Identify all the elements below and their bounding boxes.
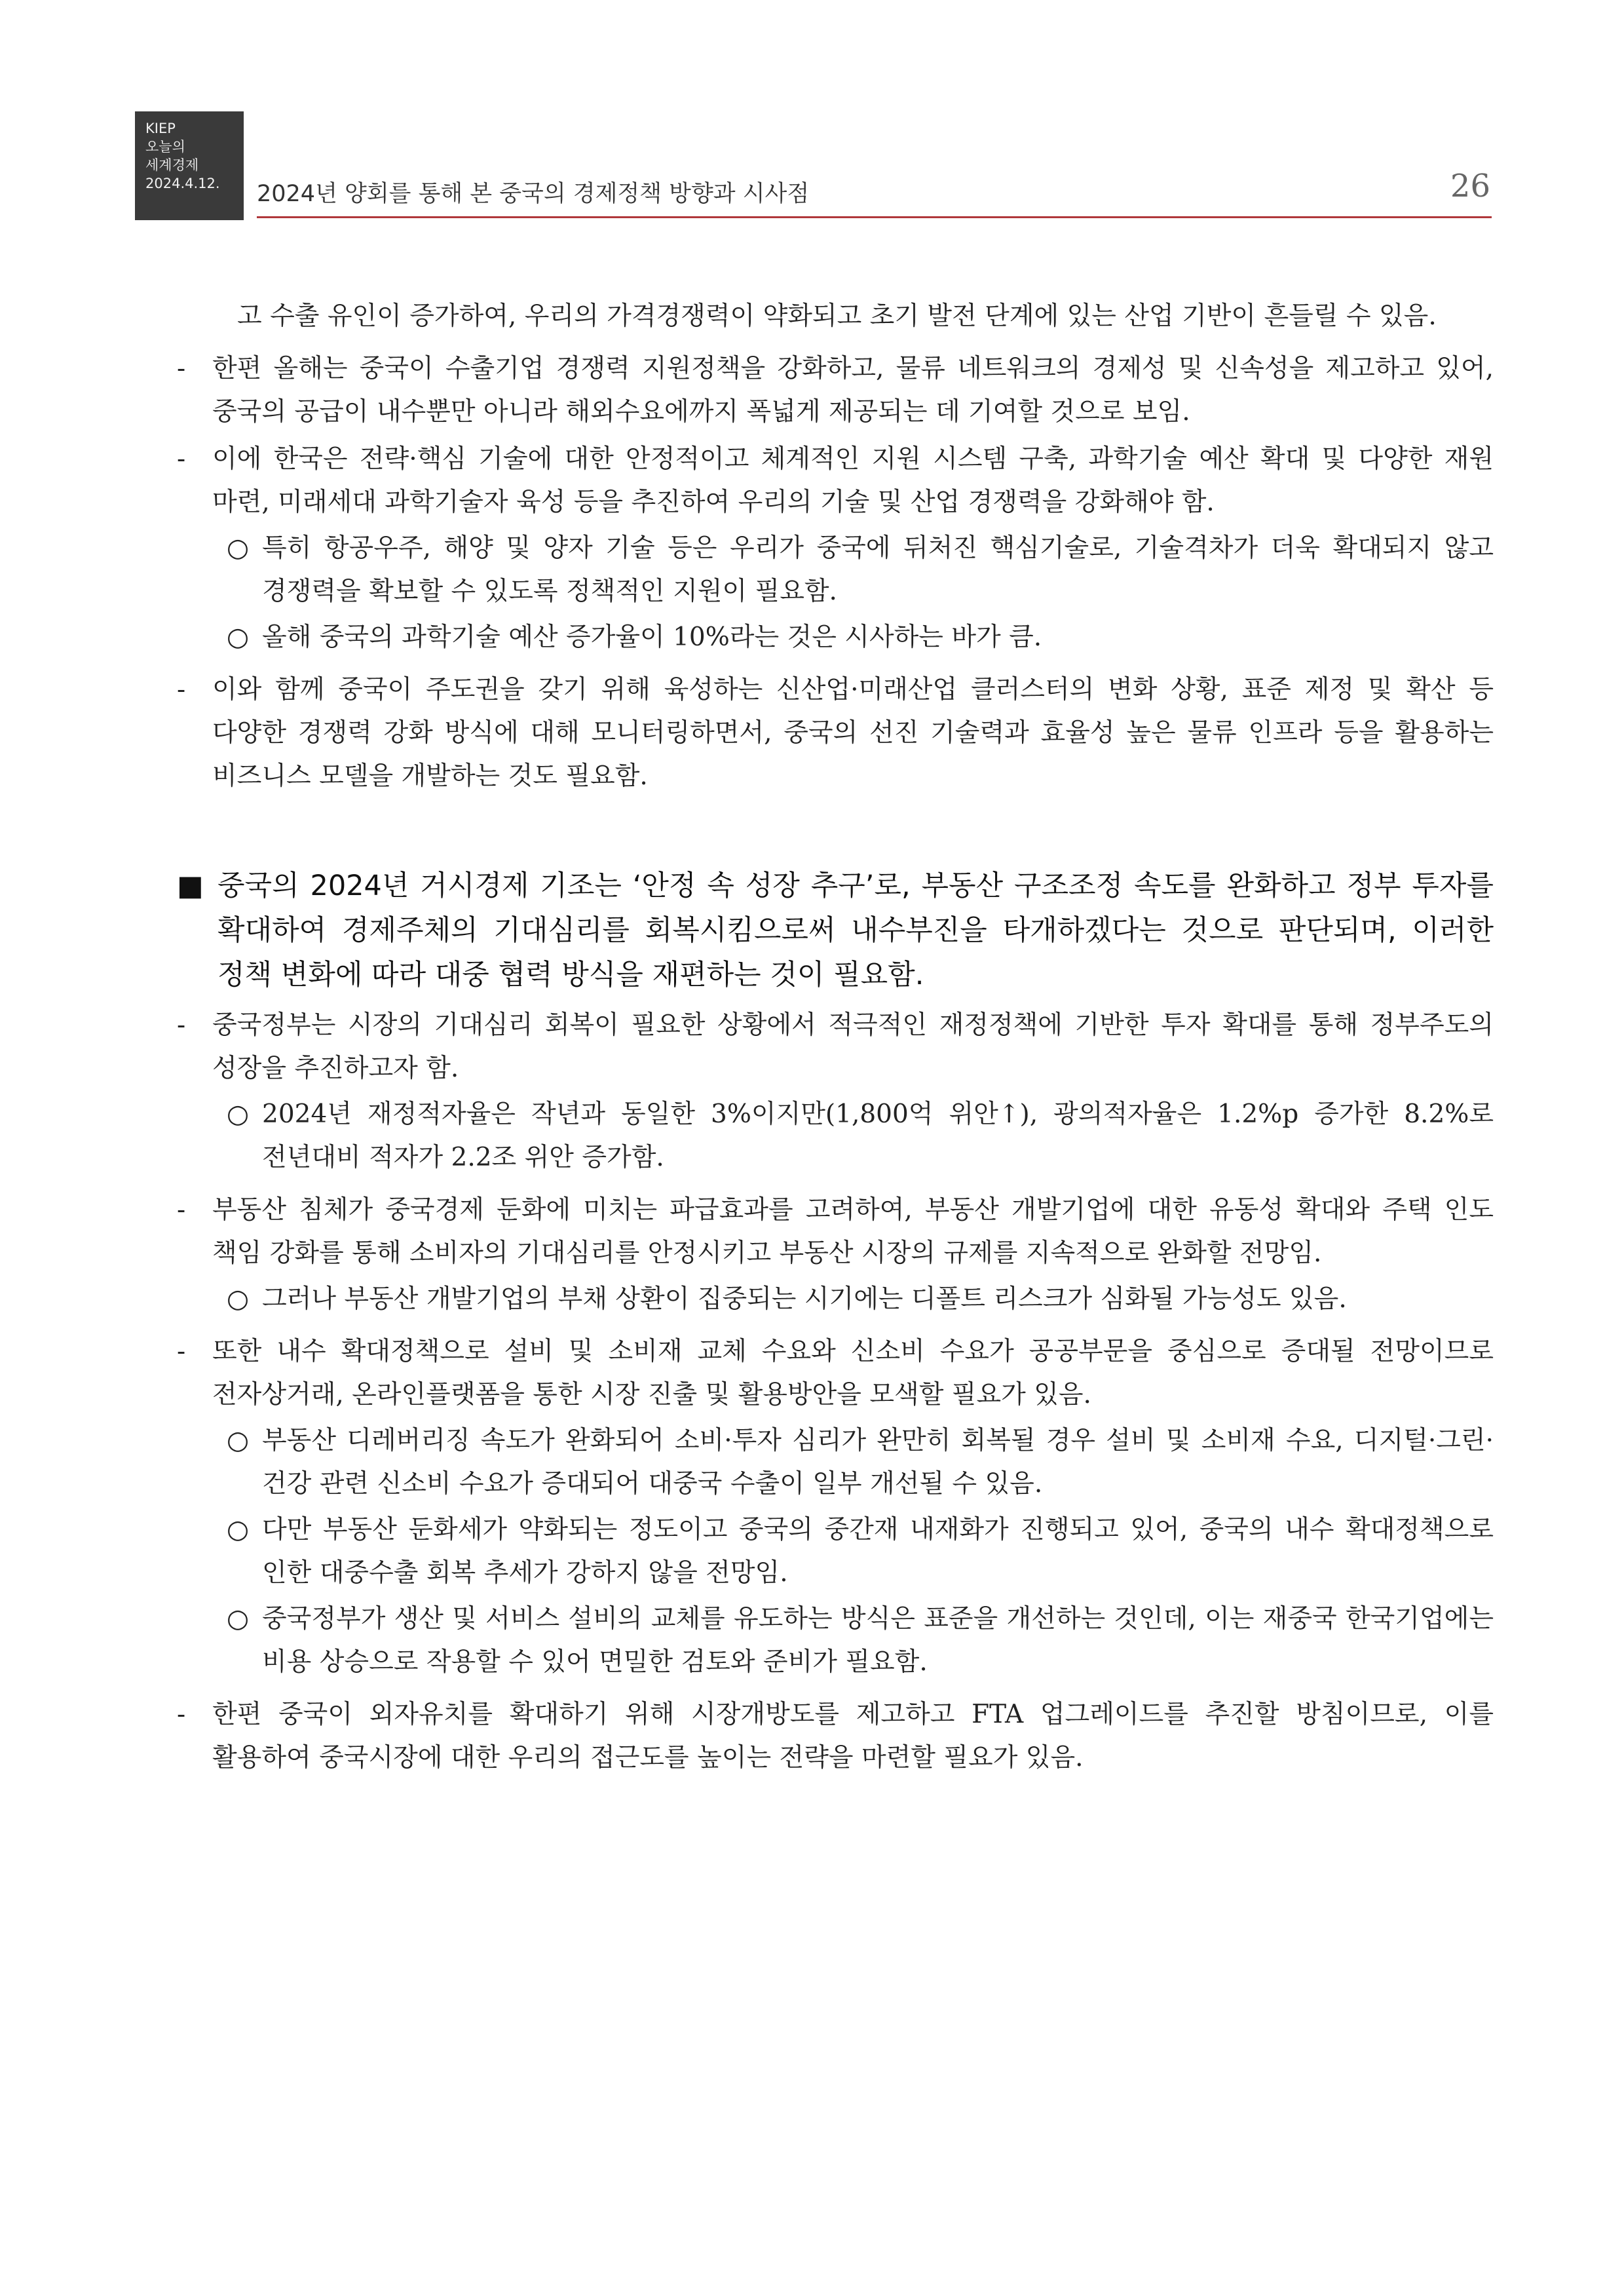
circle-item-text: 올해 중국의 과학기술 예산 증가율이 10%라는 것은 시사하는 바가 큼. bbox=[262, 622, 1042, 652]
circle-item-default-risk bbox=[202, 1278, 1494, 1321]
dash-item-text: 이와 함께 중국이 주도권을 갖기 위해 육성하는 신산업·미래산업 클러스터의 변화 상황, 표준 제정 및 확산 등 다양한 경쟁력 강화 방식에 대해 모니터링하면서, 중국의 선진 기술력과 효율성 높은 물류 인프라 등을 활용하는 비즈니스 모델을 개발하는 것도 필요함. bbox=[212, 675, 1494, 791]
square-bullet-icon: ■ bbox=[177, 870, 204, 902]
page-number: 26 bbox=[1450, 168, 1490, 204]
circle-item-deleveraging bbox=[202, 1419, 1494, 1506]
circle-item-science-budget bbox=[202, 616, 1494, 659]
dash-item-text: 한편 올해는 중국이 수출기업 경쟁력 지원정책을 강화하고, 물류 네트워크의 경제성 및 신속성을 제고하고 있어, 중국의 공급이 내수뿐만 아니라 해외수요에까지 폭넓게 제공되는 데 기여할 것으로 보임. bbox=[212, 354, 1494, 427]
dash-item-text: 부동산 침체가 중국경제 둔화에 미치는 파급효과를 고려하여, 부동산 개발기업에 대한 유동성 확대와 주택 인도 책임 강화를 통해 소비자의 기대심리를 안정시키고 부동산 시장의 규제를 지속적으로 완화할 전망임. bbox=[212, 1195, 1494, 1268]
badge-line-date: 2024.4.12. bbox=[145, 176, 220, 191]
dash-item-text: 또한 내수 확대정책으로 설비 및 소비재 교체 수요와 신소비 수요가 공공부문을 중심으로 증대될 전망이므로 전자상거래, 온라인플랫폼을 통한 시장 진출 및 활용방안을 모색할 필요가 있음. bbox=[212, 1337, 1494, 1409]
circle-item-text: 다만 부동산 둔화세가 약화되는 정도이고 중국의 중간재 내재화가 진행되고 있어, 중국의 내수 확대정책으로 인한 대중수출 회복 추세가 강하지 않을 전망임. bbox=[262, 1515, 1494, 1588]
document-body bbox=[177, 295, 1494, 1780]
dash-item-korea-tech bbox=[177, 438, 1494, 524]
dash-item-text: 중국정부는 시장의 기대심리 회복이 필요한 상황에서 적극적인 재정정책에 기반한 투자 확대를 통해 정부주도의 성장을 추진하고자 함. bbox=[212, 1010, 1494, 1083]
dash-item-real-estate bbox=[177, 1189, 1494, 1275]
dash-item-text: 한편 중국이 외자유치를 확대하기 위해 시장개방도를 제고하고 FTA 업그레이드를 추진할 방침이므로, 이를 활용하여 중국시장에 대한 우리의 접근도를 높이는 전략을 마련할 필요가 있음. bbox=[212, 1700, 1494, 1772]
dash-marker: - bbox=[177, 1195, 186, 1225]
badge-line-kiep: KIEP bbox=[145, 121, 176, 136]
dash-item-export-support bbox=[177, 347, 1494, 434]
circle-marker: ○ bbox=[227, 533, 250, 563]
dash-item-cluster-monitoring bbox=[177, 668, 1494, 798]
circle-marker: ○ bbox=[227, 1284, 250, 1314]
circle-item-text: 특히 항공우주, 해양 및 양자 기술 등은 우리가 중국에 뒤처진 핵심기술로, 기술격차가 더욱 확대되지 않고 경쟁력을 확보할 수 있도록 정책적인 지원이 필요함. bbox=[262, 533, 1494, 606]
circle-item-text: 2024년 재정적자율은 작년과 동일한 3%이지만(1,800억 위안↑), 광의적자율은 1.2%p 증가한 8.2%로 전년대비 적자가 2.2조 위안 증가함. bbox=[262, 1100, 1494, 1172]
circle-item-equipment-standards bbox=[202, 1598, 1494, 1684]
dash-marker: - bbox=[177, 1337, 186, 1366]
dash-marker: - bbox=[177, 444, 186, 474]
circle-item-text: 부동산 디레버리징 속도가 완화되어 소비·투자 심리가 완만히 회복될 경우 설비 및 소비재 수요, 디지털·그린·건강 관련 신소비 수요가 증대되어 대중국 수출이 일부 개선될 수 있음. bbox=[262, 1426, 1494, 1499]
dash-marker: - bbox=[177, 675, 186, 704]
circle-item-export-recovery bbox=[202, 1508, 1494, 1595]
circle-item-text: 중국정부가 생산 및 서비스 설비의 교체를 유도하는 방식은 표준을 개선하는 것인데, 이는 재중국 한국기업에는 비용 상승으로 작용할 수 있어 면밀한 검토와 준비가 필요함. bbox=[262, 1604, 1494, 1677]
paragraph-continuation: 고 수출 유인이 증가하여, 우리의 가격경쟁력이 약화되고 초기 발전 단계에 있는 산업 기반이 흔들릴 수 있음. bbox=[237, 301, 1437, 331]
dash-marker: - bbox=[177, 354, 186, 383]
badge-line-today: 오늘의 bbox=[145, 139, 185, 155]
dash-item-market-opening bbox=[177, 1693, 1494, 1780]
section-heading-text: 중국의 2024년 거시경제 기조는 ‘안정 속 성장 추구’로, 부동산 구조조정 속도를 완화하고 정부 투자를 확대하여 경제주체의 기대심리를 회복시킴으로써 내수부진을 타개하겠다는 것으로 판단되며, 이러한 정책 변화에 따라 대중 협력 방식을 재편하는 것이 필요함. bbox=[217, 870, 1494, 991]
circle-marker: ○ bbox=[227, 622, 250, 652]
dash-item-fiscal-policy bbox=[177, 1004, 1494, 1090]
section-heading bbox=[177, 864, 1494, 997]
circle-marker: ○ bbox=[227, 1515, 250, 1544]
badge-line-world-economy: 세계경제 bbox=[145, 157, 199, 173]
circle-marker: ○ bbox=[227, 1604, 250, 1634]
dash-marker: - bbox=[177, 1700, 186, 1729]
circle-marker: ○ bbox=[227, 1426, 250, 1455]
dash-item-domestic-demand bbox=[177, 1330, 1494, 1417]
page-title: 2024년 양회를 통해 본 중국의 경제정책 방향과 시사점 bbox=[257, 181, 810, 207]
circle-item-deficit bbox=[202, 1093, 1494, 1179]
circle-item-aerospace bbox=[202, 527, 1494, 613]
dash-marker: - bbox=[177, 1010, 186, 1040]
dash-item-text: 이에 한국은 전략·핵심 기술에 대한 안정적이고 체계적인 지원 시스템 구축, 과학기술 예산 확대 및 다양한 재원 마련, 미래세대 과학기술자 육성 등을 추진하여 우리의 기술 및 산업 경쟁력을 강화해야 함. bbox=[212, 444, 1494, 517]
header-badge bbox=[135, 111, 244, 220]
header-divider bbox=[257, 216, 1492, 218]
circle-item-text: 그러나 부동산 개발기업의 부채 상환이 집중되는 시기에는 디폴트 리스크가 심화될 가능성도 있음. bbox=[262, 1284, 1347, 1314]
circle-marker: ○ bbox=[227, 1100, 250, 1129]
